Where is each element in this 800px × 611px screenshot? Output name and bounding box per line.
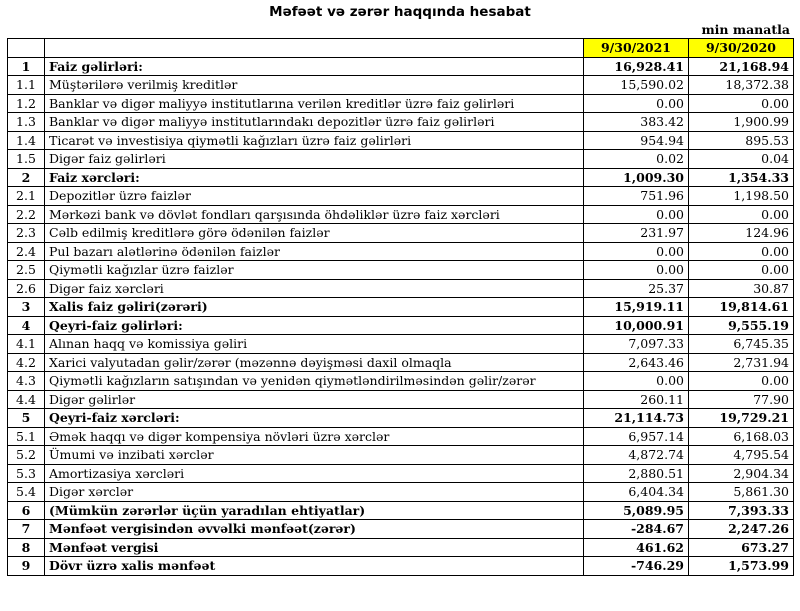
row-label: Faiz gəlirləri: [45,57,584,76]
value-2021: 954.94 [584,131,689,150]
table-row [8,94,794,113]
value-2020: 0.00 [689,372,794,391]
value-2020: 895.53 [689,131,794,150]
row-number: 4.4 [8,390,45,409]
value-2020: 0.00 [689,242,794,261]
row-number: 3 [8,298,45,317]
value-2021: 7,097.33 [584,335,689,354]
value-2021: 5,089.95 [584,501,689,520]
row-label: Mərkəzi bank və dövlət fondları qarşısında öhdəliklər üzrə faiz xərcləri [45,205,584,224]
value-2020: 19,814.61 [689,298,794,317]
table-row [8,335,794,354]
table-row [8,464,794,483]
row-label: Cəlb edilmiş kreditlərə görə ödənilən faizlər [45,224,584,243]
table-row [8,187,794,206]
value-2020: 0.00 [689,94,794,113]
table-row [8,224,794,243]
row-label: Mənfəət vergisi [45,538,584,557]
row-number: 2 [8,168,45,187]
header-date-2020: 9/30/2020 [689,39,794,58]
row-label: Alınan haqq və komissiya gəliri [45,335,584,354]
value-2021: 25.37 [584,279,689,298]
value-2021: 21,114.73 [584,409,689,428]
row-number: 7 [8,520,45,539]
value-2021: -284.67 [584,520,689,539]
header-number-cell [8,39,45,58]
row-label: Ümumi və inzibati xərclər [45,446,584,465]
table-row [8,557,794,576]
value-2021: 0.02 [584,150,689,169]
row-label: Banklar və digər maliyyə institutlarındakı depozitlər üzrə faiz gəlirləri [45,113,584,132]
value-2021: 10,000.91 [584,316,689,335]
value-2020: 0.00 [689,205,794,224]
value-2020: 2,904.34 [689,464,794,483]
value-2020: 9,555.19 [689,316,794,335]
row-number: 4.2 [8,353,45,372]
row-label: Ticarət və investisiya qiymətli kağızları üzrə faiz gəlirləri [45,131,584,150]
row-label: Depozitlər üzrə faizlər [45,187,584,206]
value-2020: 77.90 [689,390,794,409]
value-2020: 1,198.50 [689,187,794,206]
value-2020: 1,573.99 [689,557,794,576]
row-number: 2.6 [8,279,45,298]
value-2021: -746.29 [584,557,689,576]
row-label: Digər gəlirlər [45,390,584,409]
value-2021: 6,957.14 [584,427,689,446]
value-2020: 30.87 [689,279,794,298]
table-row [8,390,794,409]
row-number: 4.3 [8,372,45,391]
value-2021: 231.97 [584,224,689,243]
value-2020: 2,731.94 [689,353,794,372]
row-label: Digər faiz xərcləri [45,279,584,298]
table-row [8,372,794,391]
value-2021: 0.00 [584,261,689,280]
table-row [8,76,794,95]
row-label: Qeyri-faiz xərcləri: [45,409,584,428]
table-row [8,520,794,539]
value-2020: 1,354.33 [689,168,794,187]
row-label: Qiymətli kağızlar üzrə faizlər [45,261,584,280]
value-2020: 5,861.30 [689,483,794,502]
table-row [8,131,794,150]
row-number: 1.5 [8,150,45,169]
row-number: 5 [8,409,45,428]
value-2020: 6,168.03 [689,427,794,446]
value-2021: 4,872.74 [584,446,689,465]
row-label: Pul bazarı alətlərinə ödənilən faizlər [45,242,584,261]
value-2020: 21,168.94 [689,57,794,76]
table-row [8,113,794,132]
row-number: 5.2 [8,446,45,465]
row-label: Xarici valyutadan gəlir/zərər (məzənnə dəyişməsi daxil olmaqla [45,353,584,372]
row-label: Mənfəət vergisindən əvvəlki mənfəət(zərər) [45,520,584,539]
table-row [8,242,794,261]
row-label: Banklar və digər maliyyə institutlarına verilən kreditlər üzrə faiz gəlirləri [45,94,584,113]
table-row [8,298,794,317]
header-date-2021: 9/30/2021 [584,39,689,58]
value-2021: 260.11 [584,390,689,409]
value-2021: 15,919.11 [584,298,689,317]
table-row [8,205,794,224]
row-number: 6 [8,501,45,520]
row-number: 5.4 [8,483,45,502]
row-number: 2.1 [8,187,45,206]
value-2020: 673.27 [689,538,794,557]
row-label: Digər faiz gəlirləri [45,150,584,169]
row-number: 2.3 [8,224,45,243]
row-number: 2.2 [8,205,45,224]
table-header-row [8,39,794,58]
table-row [8,353,794,372]
row-number: 1.1 [8,76,45,95]
value-2020: 124.96 [689,224,794,243]
row-number: 1.2 [8,94,45,113]
row-label: Müştərilərə verilmiş kreditlər [45,76,584,95]
row-number: 2.5 [8,261,45,280]
value-2021: 6,404.34 [584,483,689,502]
row-label: (Mümkün zərərlər üçün yaradılan ehtiyatlar) [45,501,584,520]
row-number: 8 [8,538,45,557]
value-2020: 0.04 [689,150,794,169]
page-title: Məfəət və zərər haqqında hesabat [269,4,531,20]
row-label: Dövr üzrə xalis mənfəət [45,557,584,576]
value-2021: 2,880.51 [584,464,689,483]
row-number: 5.1 [8,427,45,446]
table-row [8,168,794,187]
value-2021: 0.00 [584,94,689,113]
profit-loss-table [7,38,794,576]
table-body [8,57,794,575]
value-2021: 0.00 [584,205,689,224]
table-row [8,261,794,280]
table-row [8,446,794,465]
value-2021: 1,009.30 [584,168,689,187]
row-number: 2.4 [8,242,45,261]
value-2020: 2,247.26 [689,520,794,539]
row-number: 9 [8,557,45,576]
value-2021: 2,643.46 [584,353,689,372]
row-number: 4.1 [8,335,45,354]
row-label: Digər xərclər [45,483,584,502]
table-row [8,501,794,520]
row-number: 1 [8,57,45,76]
row-label: Faiz xərcləri: [45,168,584,187]
row-number: 1.4 [8,131,45,150]
table-row [8,483,794,502]
table-row [8,150,794,169]
row-label: Xalis faiz gəliri(zərəri) [45,298,584,317]
value-2020: 18,372.38 [689,76,794,95]
table-row [8,409,794,428]
table-row [8,538,794,557]
row-label: Əmək haqqı və digər kompensiya növləri üzrə xərclər [45,427,584,446]
value-2020: 4,795.54 [689,446,794,465]
table-row [8,427,794,446]
value-2020: 7,393.33 [689,501,794,520]
unit-label: min manatla [701,22,790,37]
row-label: Qiymətli kağızların satışından və yenidən qiymətləndirilməsindən gəlir/zərər [45,372,584,391]
value-2020: 19,729.21 [689,409,794,428]
row-label: Amortizasiya xərcləri [45,464,584,483]
value-2021: 15,590.02 [584,76,689,95]
value-2021: 383.42 [584,113,689,132]
row-number: 1.3 [8,113,45,132]
value-2020: 0.00 [689,261,794,280]
row-number: 4 [8,316,45,335]
value-2020: 1,900.99 [689,113,794,132]
header-label-cell [45,39,584,58]
value-2021: 16,928.41 [584,57,689,76]
value-2021: 461.62 [584,538,689,557]
row-number: 5.3 [8,464,45,483]
table-row [8,316,794,335]
value-2021: 751.96 [584,187,689,206]
value-2021: 0.00 [584,242,689,261]
table-row [8,279,794,298]
value-2021: 0.00 [584,372,689,391]
row-label: Qeyri-faiz gəlirləri: [45,316,584,335]
value-2020: 6,745.35 [689,335,794,354]
table-row [8,57,794,76]
